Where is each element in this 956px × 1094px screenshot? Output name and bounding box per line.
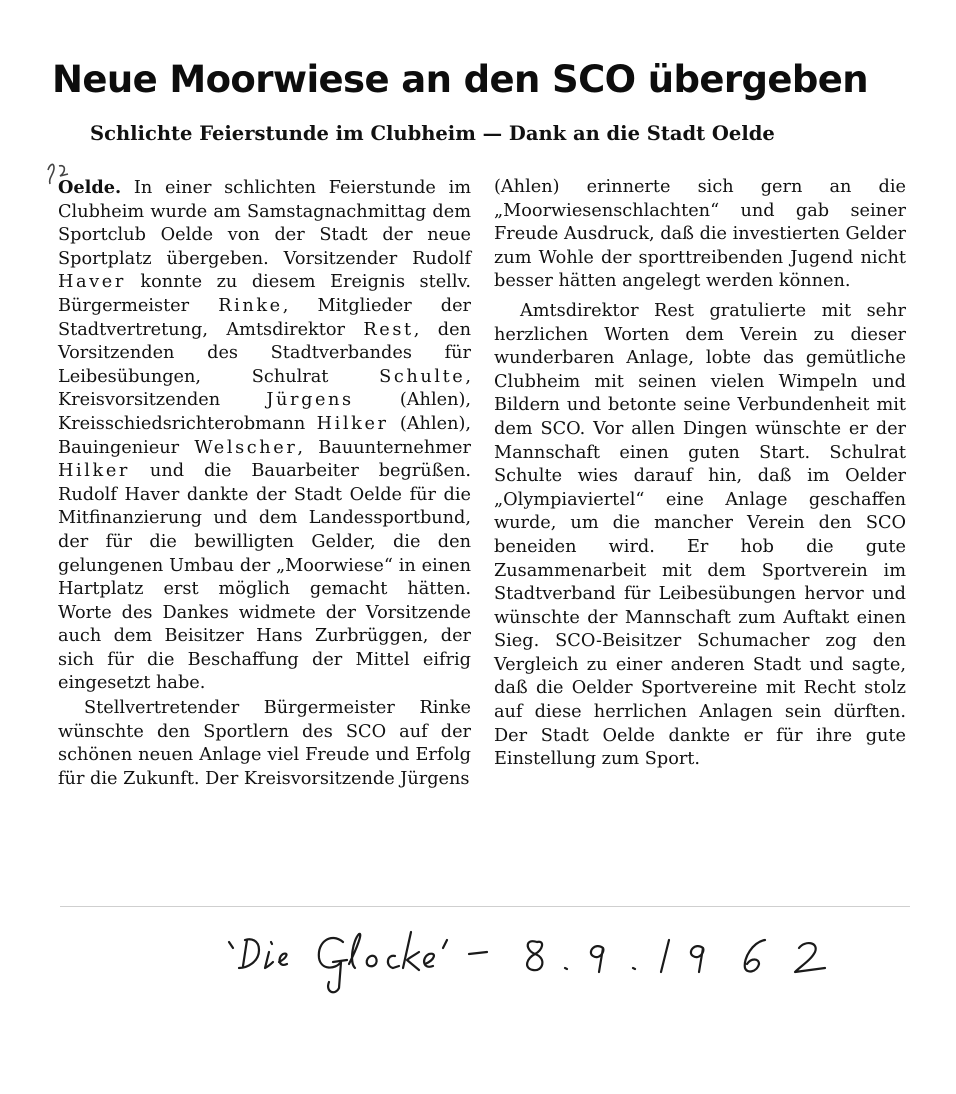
name-rest: Rest (363, 319, 414, 340)
dateline: Oelde. (58, 177, 122, 198)
divider (60, 906, 910, 907)
name-rinke: Rinke (218, 295, 283, 316)
text-run: , Mitglieder der Stadtvertretung, Amtsdirektor (58, 295, 472, 340)
article-paragraph-2-continued: (Ahlen) erinnerte sich gern an die „Moorwiesenschlachten“ und gab seiner Freude Ausdruck, daß die investierten Gelder zum Wohle der sporttreibenden Jugend nicht besser hätten angelegt werden können. (494, 177, 907, 292)
article-column-right (494, 176, 906, 772)
headline: Neue Moorwiese an den SCO übergeben (52, 58, 869, 101)
subheadline: Schlichte Feierstunde im Clubheim — Dank an die Stadt Oelde (90, 122, 775, 145)
name-hilker: Hilker (58, 461, 130, 482)
text-run: (Ahlen), Kreisschiedsrichterobmann (58, 390, 471, 434)
article-paragraph-2: Stellvertretender Bürgermeister Rinke wünschte den Sportlern des SCO auf der schönen neuen Anlage viel Freude und Erfolg für die Zukunft. Der Kreisvorsitzende Jürgens (58, 698, 471, 789)
name-juergens: Jürgens (266, 390, 354, 411)
text-run: In einer schlichten Feierstunde im Clubheim wurde am Samstagnachmittag dem Sportclub Oelde von der Stadt der neue Sportplatz übergeben. Vorsitzender Rudolf (58, 178, 471, 269)
article-column-left (58, 176, 471, 791)
handwriting-drawing (225, 918, 865, 998)
text-run: und die Bauarbeiter begrüßen. Rudolf Haver dankte der Stadt Oelde für die Mitfinanzierung und dem Landessportbund, der für die bewilligten Gelder, die den gelungenen Umbau der „Moorwiese“ in einen Hartplatz erst möglich gemacht hätten. Worte des Dankes widmete der Vorsitzende auch dem Beisitzer Hans Zurbrüggen, der sich für die Beschaffung der Mittel eifrig eingesetzt habe. (58, 461, 471, 694)
article-paragraph-3: Amtsdirektor Rest gratulierte mit sehr herzlichen Worten dem Verein zu dieser wunderbaren Anlage, lobte das gemütliche Clubheim mit seinen vielen Wimpeln und Bildern und betonte seine Verbundenheit mit dem SCO. Vor allen Dingen wünschte er der Mannschaft einen guten Start. Schulrat Schulte wies darauf hin, daß im Oelder „Olympiaviertel“ eine Anlage geschaffen wurde, um die mancher Verein den SCO beneiden wird. Er hob die gute Zusammenarbeit mit dem Sportverein im Stadtverband für Leibesübungen hervor und wünschte der Mannschaft zum Auftakt einen Sieg. SCO-Beisitzer Schumacher zog den Vergleich zu einer anderen Stadt und sagte, daß die Oelder Sportvereine mit Recht stolz auf diese herrlichen Anlagen sein dürften. Der Stadt Oelde dankte er für ihre gute Einstellung zum Sport. (494, 300, 906, 770)
text-run: , Kreisvorsitzenden (58, 366, 471, 411)
text-run: , den Vorsitzenden des Stadtverbandes für Leibesübungen, Schulrat (58, 319, 471, 387)
name-hilker: Hilker (316, 413, 389, 434)
text-run: , Bauunternehmer (297, 437, 471, 458)
name-welscher: Welscher (194, 437, 298, 458)
text-run: konnte zu diesem Ereignis stellv. Bürgermeister (58, 272, 471, 316)
handwritten-source-note (225, 918, 865, 998)
text-run: (Ahlen), Bauingenieur (58, 413, 471, 458)
name-schulte: Schulte (379, 366, 466, 387)
name-haver: Haver (58, 272, 126, 293)
article-paragraph-1 (58, 176, 471, 696)
